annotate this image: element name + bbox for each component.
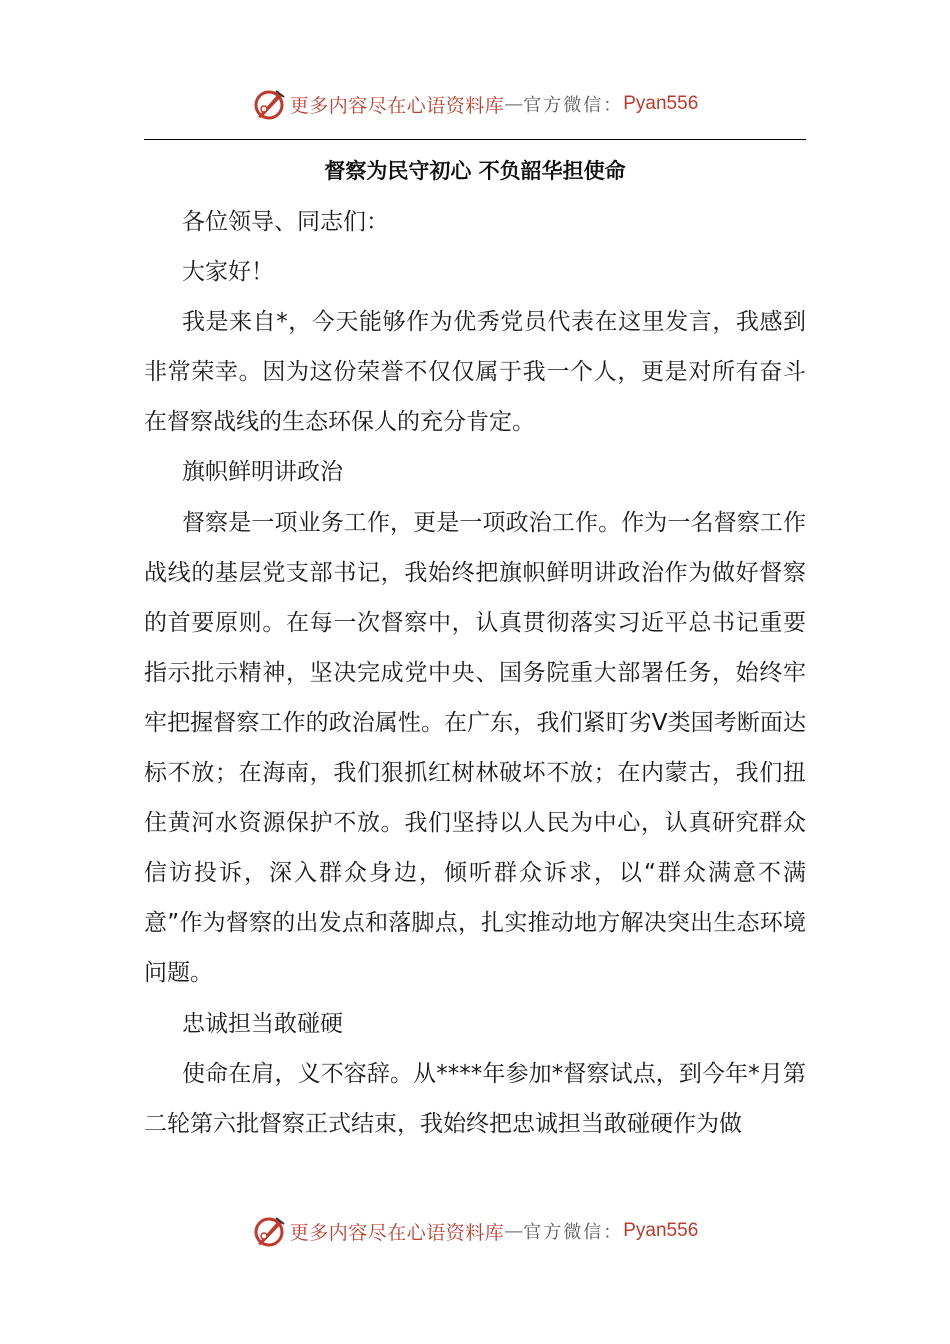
footer-banner-wechat-label: 官方微信： bbox=[523, 1222, 624, 1243]
banner-wechat-label: 官方微信： bbox=[523, 95, 624, 116]
document-body bbox=[144, 197, 806, 1149]
footer-banner-wechat-id: Pyan556 bbox=[623, 1220, 699, 1241]
paragraph-salutation: 各位领导、同志们： bbox=[182, 209, 389, 235]
banner-dash: — bbox=[504, 93, 524, 115]
document-title: 督察为民守初心 不负韶华担使命 bbox=[324, 159, 626, 183]
footer-banner-dash: — bbox=[504, 1220, 524, 1242]
banner-wechat-id: Pyan556 bbox=[623, 93, 699, 114]
header-banner bbox=[0, 84, 950, 124]
pen-logo-icon bbox=[252, 87, 286, 121]
section-heading-politics: 旗帜鲜明讲政治 bbox=[182, 459, 343, 486]
section-heading-loyalty: 忠诚担当敢碰硬 bbox=[182, 1010, 343, 1037]
pen-logo-icon bbox=[252, 1214, 286, 1248]
paragraph-politics: 督察是一项业务工作，更是一项政治工作。作为一名督察工作战线的基层党支部书记，我始终把旗帜鲜明讲政治作为做好督察的首要原则。在每一次督察中，认真贯彻落实习近平总书记重要指示批示精神，坚决完成党中央、国务院重大部署任务，始终牢牢把握督察工作的政治属性。在广东，我们紧盯劣Ⅴ类国考断面达标不放；在海南，我们狠抓红树林破坏不放；在内蒙古，我们扭住黄河水资源保护不放。我们坚持以人民为中心，认真研究群众信访投诉，深入群众身边，倾听群众诉求，以“群众满意不满意”作为督察的出发点和落脚点，扎实推动地方解决突出生态环境问题。 bbox=[144, 509, 806, 987]
header-divider bbox=[144, 139, 806, 140]
banner-text: 更多内容尽在心语资料库 bbox=[289, 94, 505, 117]
footer-banner-text: 更多内容尽在心语资料库 bbox=[289, 1221, 505, 1244]
footer-banner bbox=[0, 1211, 950, 1251]
paragraph-loyalty: 使命在肩，义不容辞。从****年参加*督察试点，到今年*月第二轮第六批督察正式结束，我始终把忠诚担当敢碰硬作为做 bbox=[144, 1060, 806, 1137]
paragraph-intro: 我是来自*，今天能够作为优秀党员代表在这里发言，我感到非常荣幸。因为这份荣誉不仅仅属于我一个人，更是对所有奋斗在督察战线的生态环保人的充分肯定。 bbox=[144, 309, 806, 436]
paragraph-greeting: 大家好！ bbox=[182, 259, 274, 286]
